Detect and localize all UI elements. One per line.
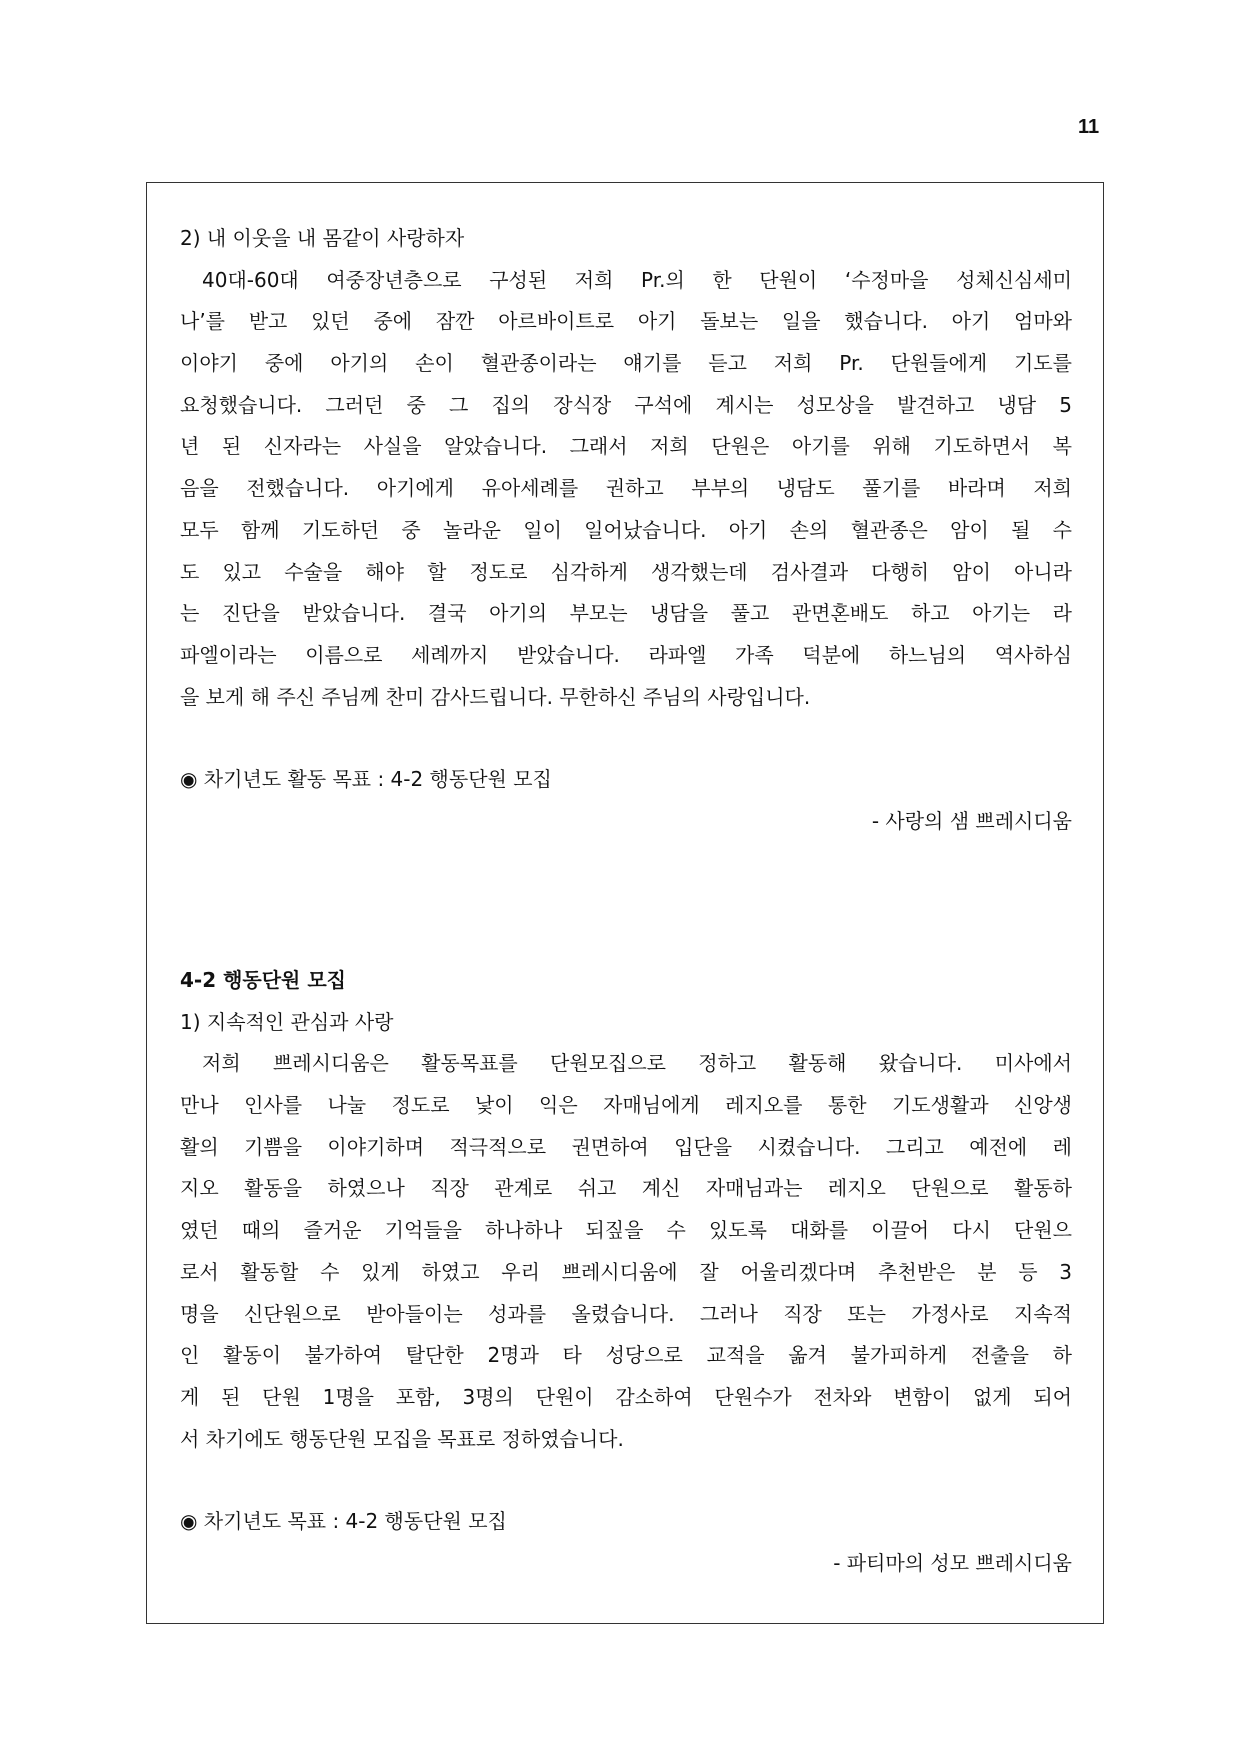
paragraph-line: 로서 활동할 수 있게 하였고 우리 쁘레시디움에 잘 어울리겠다며 추천받은 분 등 3 [180, 1259, 1072, 1284]
paragraph-line: 서 차기에도 행동단원 모집을 목표로 정하였습니다. [180, 1426, 624, 1451]
next-year-goal: ◉ 차기년도 활동 목표 : 4-2 행동단원 모집 [180, 767, 552, 792]
paragraph-line: 년 된 신자라는 사실을 알았습니다. 그래서 저희 단원은 아기를 위해 기도하면서 복 [180, 434, 1072, 459]
paragraph-line: 였던 때의 즐거운 기억들을 하나하나 되짚을 수 있도록 대화를 이끌어 다시 단원으 [180, 1218, 1072, 1243]
paragraph-line: 나’를 받고 있던 중에 잠깐 아르바이트로 아기 돌보는 일을 했습니다. 아기 엄마와 [180, 309, 1072, 334]
paragraph-line: 게 된 단원 1명을 포함, 3명의 단원이 감소하여 단원수가 전차와 변함이 없게 되어 [180, 1384, 1072, 1409]
paragraph-line: 저희 쁘레시디움은 활동목표를 단원모집으로 정하고 활동해 왔습니다. 미사에서 [202, 1051, 1072, 1076]
section-heading: 2) 내 이웃을 내 몸같이 사랑하자 [180, 226, 465, 250]
paragraph-line: 는 진단을 받았습니다. 결국 아기의 부모는 냉담을 풀고 관면혼배도 하고 아기는 라 [180, 601, 1072, 626]
presidium-signature: - 사랑의 샘 쁘레시디움 [871, 808, 1072, 833]
paragraph-line: 인 활동이 불가하여 탈단한 2명과 타 성당으로 교적을 옮겨 불가피하게 전출을 하 [180, 1343, 1072, 1368]
paragraph-line: 을 보게 해 주신 주님께 찬미 감사드립니다. 무한하신 주님의 사랑입니다. [180, 684, 811, 709]
paragraph-line: 활의 기쁨을 이야기하며 적극적으로 권면하여 입단을 시켰습니다. 그리고 예전에 레 [180, 1134, 1072, 1159]
page-number: 11 [1078, 116, 1100, 138]
paragraph-line: 만나 인사를 나눌 정도로 낯이 익은 자매님에게 레지오를 통한 기도생활과 신앙생 [180, 1093, 1072, 1118]
paragraph-line: 지오 활동을 하였으나 직장 관계로 쉬고 계신 자매님과는 레지오 단원으로 활동하 [180, 1176, 1072, 1201]
paragraph-line: 음을 전했습니다. 아기에게 유아세례를 권하고 부부의 냉담도 풀기를 바라며 저희 [180, 476, 1072, 501]
section-title: 4-2 행동단원 모집 [180, 968, 346, 992]
paragraph-line: 40대-60대 여중장년층으로 구성된 저희 Pr.의 한 단원이 ‘수정마을 성체신심세미 [202, 267, 1072, 292]
section-heading: 1) 지속적인 관심과 사랑 [180, 1009, 394, 1034]
paragraph-line: 명을 신단원으로 받아들이는 성과를 올렸습니다. 그러나 직장 또는 가정사로 지속적 [180, 1301, 1072, 1326]
paragraph-line: 도 있고 수술을 해야 할 정도로 심각하게 생각했는데 검사결과 다행히 암이 아니라 [180, 559, 1072, 584]
paragraph-line: 파엘이라는 이름으로 세례까지 받았습니다. 라파엘 가족 덕분에 하느님의 역사하심 [180, 642, 1072, 667]
section-love-neighbor [180, 218, 1072, 843]
paragraph-line: 이야기 중에 아기의 손이 혈관종이라는 얘기를 듣고 저희 Pr. 단원들에게 기도를 [180, 351, 1072, 376]
presidium-signature: - 파티마의 성모 쁘레시디움 [833, 1550, 1072, 1575]
next-year-goal: ◉ 차기년도 목표 : 4-2 행동단원 모집 [180, 1509, 507, 1534]
section-recruitment [180, 960, 1072, 1585]
paragraph-line: 모두 함께 기도하던 중 놀라운 일이 일어났습니다. 아기 손의 혈관종은 암이 될 수 [180, 517, 1072, 542]
paragraph-line: 요청했습니다. 그러던 중 그 집의 장식장 구석에 계시는 성모상을 발견하고 냉담 5 [180, 392, 1072, 417]
